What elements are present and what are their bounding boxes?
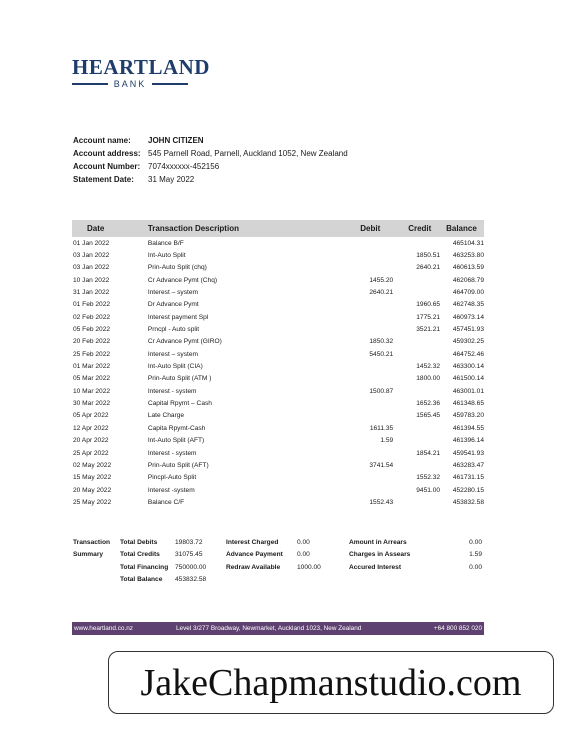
row-date: 03 Jan 2022	[73, 264, 110, 272]
row-description: Interest -system	[147, 486, 195, 494]
table-row	[72, 348, 484, 360]
row-credit: 1850.51	[416, 252, 441, 260]
footer-website[interactable]: www.heartland.co.nz	[74, 625, 133, 632]
row-date: 20 Feb 2022	[73, 338, 111, 346]
accrued-label: Accured Interest	[349, 563, 402, 571]
row-description: Int-Auto Split	[147, 252, 186, 260]
row-description: Int-Auto Split (CIA)	[147, 363, 203, 371]
row-credit: 1565.45	[416, 412, 441, 420]
total-financing-label: Total Financing	[120, 563, 169, 571]
row-balance: 459783.20	[452, 412, 484, 420]
row-balance: 461731.15	[452, 474, 484, 482]
row-description: Capital Rpymt – Cash	[147, 400, 212, 408]
row-description: Interest – system	[147, 350, 199, 358]
row-balance: 459302.25	[452, 338, 484, 346]
table-row	[72, 360, 484, 372]
logo-rule-left	[72, 83, 108, 85]
table-row	[72, 249, 484, 261]
table-row	[72, 447, 484, 459]
row-description: Prin-Auto Split (chq)	[147, 264, 207, 272]
row-description: Pincpl-Auto Split	[147, 474, 197, 482]
logo-wordmark: HEARTLAND	[72, 55, 210, 79]
header-date: Date	[87, 224, 105, 233]
account-number-label: Account Number:	[73, 162, 141, 171]
row-balance: 452280.15	[452, 486, 484, 494]
total-credits: 31075.45	[175, 551, 203, 559]
row-balance: 464709.00	[452, 289, 484, 297]
footer-address: Level 3/277 Broadway, Newmarket, Auckland 1023, New Zealand	[176, 625, 362, 632]
row-balance: 460613.59	[452, 264, 484, 272]
table-row	[72, 484, 484, 496]
charges-in-arrears: 1.59	[469, 551, 482, 559]
header-debit: Debit	[360, 224, 381, 233]
row-debit: 3741.54	[369, 461, 394, 469]
row-debit: 1455.20	[369, 276, 394, 284]
row-description: Capita Rpymt-Cash	[147, 424, 206, 432]
row-date: 25 May 2022	[73, 498, 112, 506]
row-date: 25 Feb 2022	[73, 350, 111, 358]
row-credit: 1854.21	[416, 449, 441, 457]
table-body	[72, 237, 484, 509]
row-description: Prncpl - Auto split	[147, 326, 200, 334]
table-row	[72, 472, 484, 484]
account-address: 545 Parnell Road, Parnell, Auckland 1052, New Zealand	[148, 149, 348, 158]
row-balance: 461348.65	[452, 400, 484, 408]
row-balance: 464752.46	[452, 350, 484, 358]
row-description: Prin-Auto Split (AFT)	[147, 461, 209, 469]
summary-heading-line1: Transaction	[73, 539, 111, 546]
account-number: 7074xxxxxx-452156	[148, 162, 220, 171]
row-balance: 463253.80	[452, 252, 484, 260]
arrears-label: Amount in Arrears	[349, 539, 407, 546]
row-description: Cr Advance Pymt (Chq)	[147, 276, 218, 284]
row-balance: 463001.01	[452, 387, 484, 395]
table-row	[72, 286, 484, 298]
row-date: 15 May 2022	[73, 474, 112, 482]
row-description: Interest – system	[147, 289, 199, 297]
advance-payment: 0.00	[297, 551, 310, 559]
row-description: Dr Advance Pymt	[147, 301, 199, 309]
row-date: 12 Apr 2022	[73, 424, 109, 432]
row-debit: 5450.21	[369, 350, 394, 358]
statement-date: 31 May 2022	[148, 175, 195, 184]
row-date: 10 Jan 2022	[73, 276, 110, 284]
transaction-table	[72, 220, 484, 509]
table-row	[72, 410, 484, 422]
row-balance: 453832.58	[452, 498, 484, 506]
watermark-banner: JakeChapmanstudio.com	[108, 651, 554, 714]
table-row	[72, 237, 484, 249]
row-date: 25 Apr 2022	[73, 449, 109, 457]
row-credit: 9451.00	[416, 486, 441, 494]
row-description: Interest - system	[147, 387, 197, 395]
row-balance: 463283.47	[452, 461, 484, 469]
row-debit: 1611.35	[369, 424, 394, 432]
table-row	[72, 299, 484, 311]
table-row	[72, 397, 484, 409]
summary-heading-line2: Summary	[73, 551, 104, 559]
footer-bar	[72, 622, 484, 635]
row-credit: 3521.21	[416, 326, 441, 334]
row-date: 30 Mar 2022	[73, 400, 111, 408]
row-debit: 1850.32	[369, 338, 394, 346]
row-balance: 461396.14	[452, 437, 484, 445]
row-date: 02 Feb 2022	[73, 313, 111, 321]
table-row	[72, 336, 484, 348]
statement-date-label: Statement Date:	[73, 175, 134, 184]
summary-arrears-labels	[349, 537, 410, 574]
summary-interest-values	[297, 537, 321, 574]
row-credit: 1652.36	[416, 400, 441, 408]
interest-charged-label: Interest Charged	[226, 539, 279, 546]
row-date: 20 Apr 2022	[73, 437, 109, 445]
account-address-label: Account address:	[73, 149, 141, 158]
row-description: Cr Advance Pymt (GIRO)	[147, 338, 222, 346]
row-date: 10 Mar 2022	[73, 387, 111, 395]
row-date: 31 Jan 2022	[73, 289, 110, 297]
row-date: 02 May 2022	[73, 461, 112, 469]
row-debit: 1.59	[380, 437, 394, 445]
row-balance: 462068.79	[452, 276, 484, 284]
row-description: Balance C/F	[147, 498, 185, 506]
row-description: Balance B/F	[147, 239, 184, 247]
row-balance: 457451.93	[452, 326, 484, 334]
row-balance: 460973.14	[452, 313, 484, 321]
row-credit: 2640.21	[416, 264, 441, 272]
table-row	[72, 262, 484, 274]
row-description: Interest - system	[147, 449, 197, 457]
row-credit: 1960.65	[416, 301, 441, 309]
table-row	[72, 459, 484, 471]
account-name-label: Account name:	[73, 136, 131, 145]
row-balance: 465104.31	[452, 239, 484, 247]
redraw-available: 1000.00	[297, 563, 321, 571]
amount-in-arrears: 0.00	[469, 539, 482, 546]
table-row	[72, 323, 484, 335]
accrued-interest: 0.00	[469, 563, 482, 571]
interest-charged: 0.00	[297, 539, 310, 546]
logo-subtitle: BANK	[113, 79, 147, 89]
row-description: Int-Auto Split (AFT)	[147, 437, 205, 445]
advance-payment-label: Advance Payment	[226, 551, 283, 559]
header-description: Transaction Description	[147, 224, 239, 233]
row-debit: 1552.43	[369, 498, 394, 506]
summary-totals-values	[175, 537, 206, 587]
row-balance: 462748.35	[452, 301, 484, 309]
row-balance: 461394.55	[452, 424, 484, 432]
row-balance: 459541.93	[452, 449, 484, 457]
header-balance: Balance	[446, 224, 477, 233]
row-date: 05 Feb 2022	[73, 326, 111, 334]
row-date: 01 Feb 2022	[73, 301, 111, 309]
row-credit: 1552.32	[416, 474, 441, 482]
table-row	[72, 311, 484, 323]
total-credits-label: Total Credits	[120, 551, 160, 559]
row-date: 01 Mar 2022	[73, 363, 111, 371]
row-date: 01 Jan 2022	[73, 239, 110, 247]
row-description: Late Charge	[147, 412, 185, 420]
total-balance-label: Total Balance	[120, 576, 163, 584]
row-date: 05 Apr 2022	[73, 412, 109, 420]
row-credit: 1775.21	[416, 313, 441, 321]
footer-phone: +64 800 852 020	[433, 625, 482, 632]
total-debits-label: Total Debits	[120, 539, 158, 546]
row-credit: 1452.32	[416, 363, 441, 371]
bank-logo	[72, 55, 210, 89]
row-date: 20 May 2022	[73, 486, 112, 494]
redraw-label: Redraw Available	[226, 563, 281, 571]
table-header	[72, 220, 484, 237]
table-row	[72, 274, 484, 286]
total-financing: 750000.00	[175, 563, 207, 571]
table-row	[72, 385, 484, 397]
row-balance: 461500.14	[452, 375, 484, 383]
table-row	[72, 496, 484, 508]
row-description: Prin-Auto Split (ATM )	[147, 375, 212, 383]
row-description: Interest payment Spl	[147, 313, 209, 321]
table-row	[72, 422, 484, 434]
row-debit: 1500.87	[369, 387, 394, 395]
account-name: JOHN CITIZEN	[148, 136, 204, 145]
summary-heading	[73, 537, 110, 562]
row-balance: 463300.14	[452, 363, 484, 371]
table-row	[72, 435, 484, 447]
row-debit: 2640.21	[369, 289, 394, 297]
table-row	[72, 373, 484, 385]
summary-totals-labels	[120, 537, 168, 587]
header-credit: Credit	[408, 224, 432, 233]
account-details	[73, 134, 348, 186]
total-balance: 453832.58	[175, 576, 207, 584]
row-date: 05 Mar 2022	[73, 375, 111, 383]
charges-label: Charges in Assears	[349, 551, 411, 559]
summary-arrears-values	[440, 537, 482, 574]
logo-rule-right	[152, 83, 188, 85]
row-credit: 1800.00	[416, 375, 441, 383]
total-debits: 19803.72	[175, 539, 203, 546]
summary-interest-labels	[226, 537, 283, 574]
row-date: 03 Jan 2022	[73, 252, 110, 260]
